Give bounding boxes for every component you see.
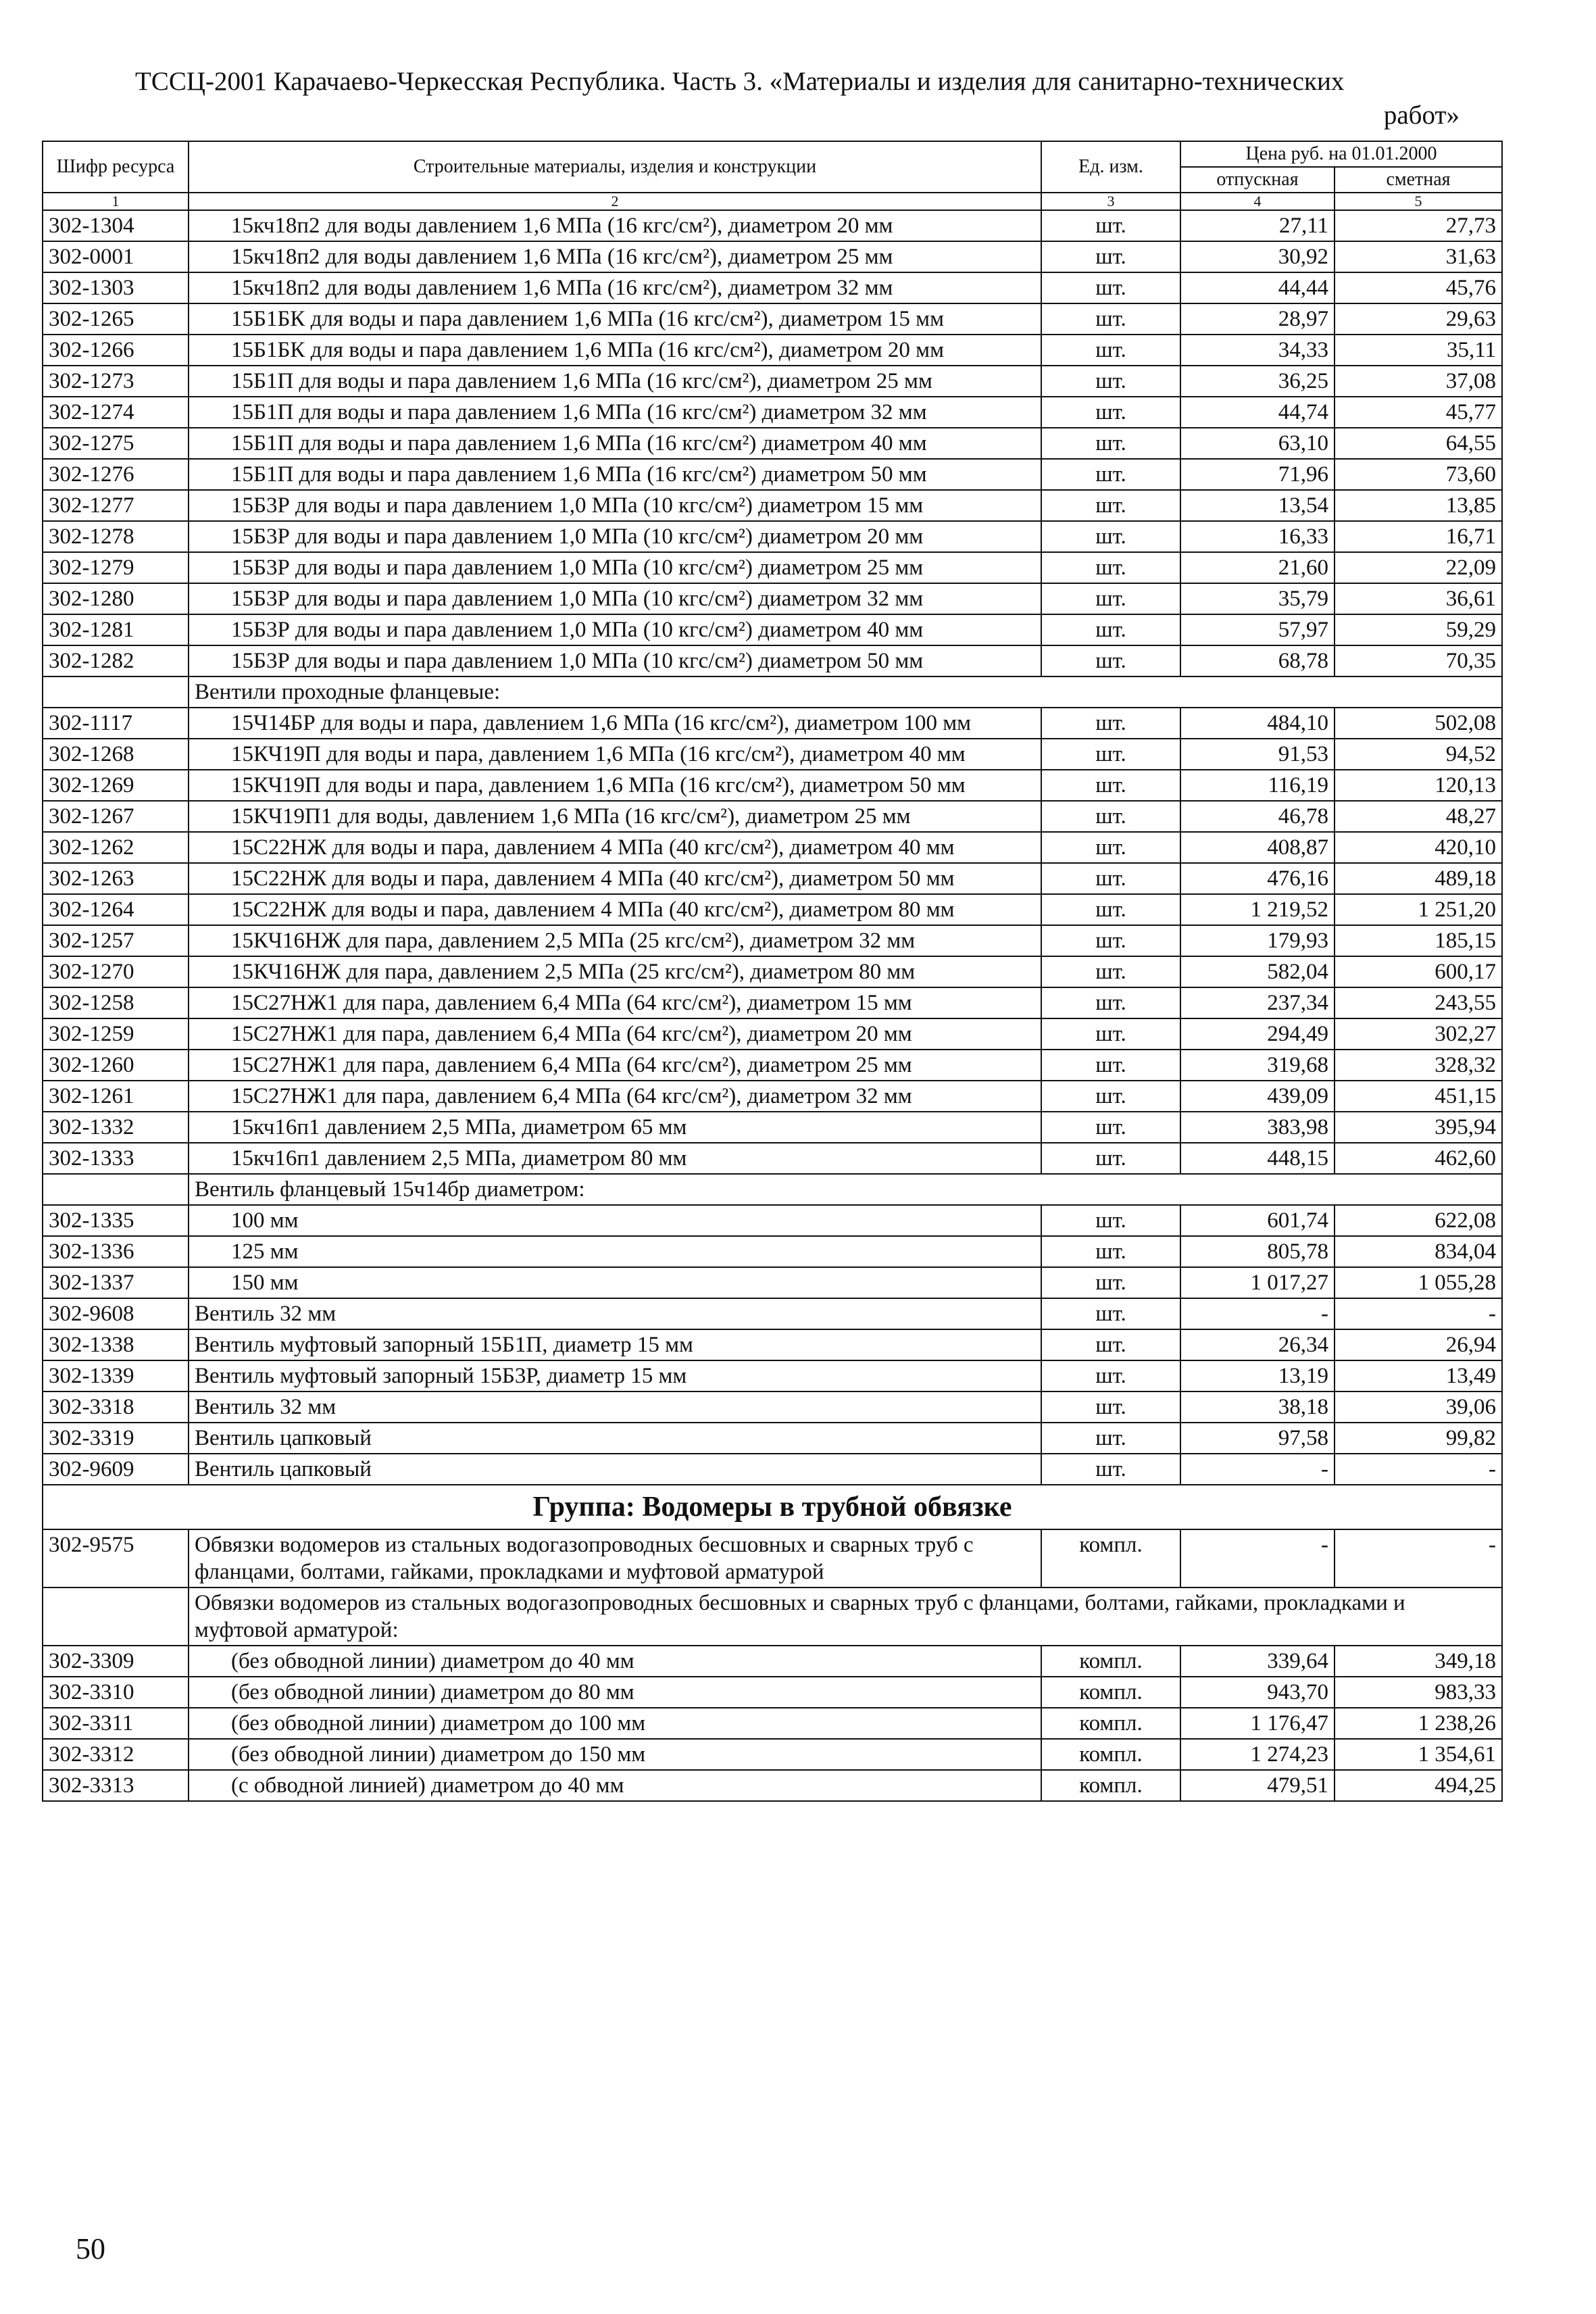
resource-code: 302-1333	[43, 1143, 189, 1174]
table-row	[43, 894, 1502, 925]
release-price: 57,97	[1180, 614, 1335, 645]
table-row	[43, 1018, 1502, 1050]
unit-cell: шт.	[1041, 1112, 1180, 1143]
material-name: (без обводной линии) диаметром до 150 мм	[189, 1739, 1041, 1770]
material-name: 15С27НЖ1 для пара, давлением 6,4 МПа (64 кгс/см²), диаметром 15 мм	[189, 987, 1041, 1018]
release-price: 479,51	[1180, 1770, 1335, 1801]
material-name: 15Ч14БР для воды и пара, давлением 1,6 МПа (16 кгс/см²), диаметром 100 мм	[189, 708, 1041, 739]
release-price: 63,10	[1180, 428, 1335, 459]
estimate-price: 70,35	[1335, 645, 1502, 676]
release-price: 21,60	[1180, 552, 1335, 583]
material-name: 150 мм	[189, 1267, 1041, 1298]
unit-cell: шт.	[1041, 272, 1180, 303]
material-name: (без обводной линии) диаметром до 100 мм	[189, 1708, 1041, 1739]
estimate-price: 622,08	[1335, 1205, 1502, 1236]
resource-code: 302-3309	[43, 1646, 189, 1677]
release-price: 484,10	[1180, 708, 1335, 739]
header-price: Цена руб. на 01.01.2000	[1180, 141, 1502, 167]
estimate-price: 462,60	[1335, 1143, 1502, 1174]
unit-cell: шт.	[1041, 1205, 1180, 1236]
estimate-price: 420,10	[1335, 832, 1502, 863]
release-price: -	[1180, 1529, 1335, 1587]
material-name: 15кч18п2 для воды давлением 1,6 МПа (16 кгс/см²), диаметром 20 мм	[189, 210, 1041, 241]
estimate-price: 1 238,26	[1335, 1708, 1502, 1739]
material-name: 15Б1П для воды и пара давлением 1,6 МПа (16 кгс/см²) диаметром 32 мм	[189, 397, 1041, 428]
material-name: 15кч16п1 давлением 2,5 МПа, диаметром 65 мм	[189, 1112, 1041, 1143]
material-name: Вентиль 32 мм	[189, 1392, 1041, 1423]
table-row	[43, 459, 1502, 490]
release-price: 28,97	[1180, 303, 1335, 335]
unit-cell: шт.	[1041, 925, 1180, 956]
estimate-price: -	[1335, 1529, 1502, 1587]
material-name: 15Б1П для воды и пара давлением 1,6 МПа (16 кгс/см²) диаметром 50 мм	[189, 459, 1041, 490]
estimate-price: 29,63	[1335, 303, 1502, 335]
resource-code: 302-3312	[43, 1739, 189, 1770]
unit-cell: шт.	[1041, 459, 1180, 490]
table-row	[43, 1739, 1502, 1770]
header-line-1: ТССЦ-2001 Карачаево-Черкесская Республика. Часть 3. «Материалы и изделия для санитарно-технических	[135, 67, 1345, 96]
release-price: 27,11	[1180, 210, 1335, 241]
table-row	[43, 1708, 1502, 1739]
group-row	[43, 1485, 1502, 1529]
estimate-price: 1 354,61	[1335, 1739, 1502, 1770]
table-row	[43, 645, 1502, 676]
resource-code: 302-0001	[43, 241, 189, 272]
resource-code: 302-1278	[43, 521, 189, 552]
table-row	[43, 1770, 1502, 1801]
column-number: 3	[1041, 193, 1180, 210]
table-row	[43, 521, 1502, 552]
header-code: Шифр ресурса	[43, 141, 189, 193]
release-price: 44,74	[1180, 397, 1335, 428]
release-price: 44,44	[1180, 272, 1335, 303]
resource-code: 302-1259	[43, 1018, 189, 1050]
unit-cell: шт.	[1041, 1454, 1180, 1485]
material-name: Вентиль муфтовый запорный 15Б1П, диаметр 15 мм	[189, 1329, 1041, 1360]
release-price: 13,19	[1180, 1360, 1335, 1392]
release-price: 16,33	[1180, 521, 1335, 552]
material-name: 15КЧ19П1 для воды, давлением 1,6 МПа (16 кгс/см²), диаметром 25 мм	[189, 801, 1041, 832]
estimate-price: 494,25	[1335, 1770, 1502, 1801]
release-price: 13,54	[1180, 490, 1335, 521]
resource-code: 302-3311	[43, 1708, 189, 1739]
material-name: 15Б3Р для воды и пара давлением 1,0 МПа (10 кгс/см²) диаметром 32 мм	[189, 583, 1041, 614]
unit-cell: шт.	[1041, 1081, 1180, 1112]
table-row	[43, 428, 1502, 459]
material-name: 15КЧ16НЖ для пара, давлением 2,5 МПа (25 кгс/см²), диаметром 80 мм	[189, 956, 1041, 987]
estimate-price: 489,18	[1335, 863, 1502, 894]
estimate-price: 37,08	[1335, 366, 1502, 397]
table-row	[43, 490, 1502, 521]
estimate-price: 22,09	[1335, 552, 1502, 583]
release-price: 319,68	[1180, 1050, 1335, 1081]
material-name: 15кч18п2 для воды давлением 1,6 МПа (16 кгс/см²), диаметром 32 мм	[189, 272, 1041, 303]
estimate-price: 45,77	[1335, 397, 1502, 428]
table-row	[43, 241, 1502, 272]
section-heading: Вентиль фланцевый 15ч14бр диаметром:	[189, 1174, 1502, 1205]
resource-code: 302-1264	[43, 894, 189, 925]
unit-cell: компл.	[1041, 1739, 1180, 1770]
table-row	[43, 832, 1502, 863]
unit-cell: шт.	[1041, 583, 1180, 614]
resource-code: 302-9609	[43, 1454, 189, 1485]
unit-cell: шт.	[1041, 1329, 1180, 1360]
estimate-price: 99,82	[1335, 1423, 1502, 1454]
resource-code: 302-1265	[43, 303, 189, 335]
resource-code: 302-1336	[43, 1236, 189, 1267]
unit-cell: шт.	[1041, 210, 1180, 241]
unit-cell: шт.	[1041, 1236, 1180, 1267]
unit-cell: шт.	[1041, 708, 1180, 739]
estimate-price: 243,55	[1335, 987, 1502, 1018]
section-row	[43, 676, 1502, 708]
page-number: 50	[76, 2232, 105, 2265]
table-row	[43, 1081, 1502, 1112]
estimate-price: 834,04	[1335, 1236, 1502, 1267]
resource-code: 302-3310	[43, 1677, 189, 1708]
material-name: 15С22НЖ для воды и пара, давлением 4 МПа (40 кгс/см²), диаметром 40 мм	[189, 832, 1041, 863]
release-price: 26,34	[1180, 1329, 1335, 1360]
material-name: 15Б1БК для воды и пара давлением 1,6 МПа (16 кгс/см²), диаметром 20 мм	[189, 335, 1041, 366]
table-row	[43, 1143, 1502, 1174]
estimate-price: 31,63	[1335, 241, 1502, 272]
unit-cell: шт.	[1041, 1423, 1180, 1454]
material-name: Обвязки водомеров из стальных водогазопроводных бесшовных и сварных труб с фланцами, болтами, гайками, прокладками и муфтовой арматурой	[189, 1529, 1041, 1587]
estimate-price: 1 055,28	[1335, 1267, 1502, 1298]
resource-code: 302-1260	[43, 1050, 189, 1081]
group-heading: Группа: Водомеры в трубной обвязке	[43, 1485, 1502, 1529]
material-name: 15кч18п2 для воды давлением 1,6 МПа (16 кгс/см²), диаметром 25 мм	[189, 241, 1041, 272]
empty-cell	[43, 1174, 189, 1205]
unit-cell: шт.	[1041, 832, 1180, 863]
estimate-price: 1 251,20	[1335, 894, 1502, 925]
header-price-estimate: сметная	[1335, 167, 1502, 193]
unit-cell: шт.	[1041, 521, 1180, 552]
table-row	[43, 583, 1502, 614]
unit-cell: шт.	[1041, 987, 1180, 1018]
column-number: 4	[1180, 193, 1335, 210]
header-name: Строительные материалы, изделия и конструкции	[189, 141, 1041, 193]
unit-cell: шт.	[1041, 241, 1180, 272]
unit-cell: шт.	[1041, 1298, 1180, 1329]
estimate-price: 64,55	[1335, 428, 1502, 459]
table-row	[43, 1677, 1502, 1708]
release-price: 339,64	[1180, 1646, 1335, 1677]
resource-code: 302-1280	[43, 583, 189, 614]
estimate-price: 45,76	[1335, 272, 1502, 303]
table-row	[43, 956, 1502, 987]
header-line-2: работ»	[1383, 101, 1460, 130]
material-name: Вентиль 32 мм	[189, 1298, 1041, 1329]
resource-code: 302-1273	[43, 366, 189, 397]
release-price: 601,74	[1180, 1205, 1335, 1236]
table-row	[43, 708, 1502, 739]
estimate-price: 94,52	[1335, 739, 1502, 770]
table-row	[43, 335, 1502, 366]
table-row	[43, 801, 1502, 832]
estimate-price: 120,13	[1335, 770, 1502, 801]
estimate-price: 35,11	[1335, 335, 1502, 366]
material-name: 15Б1П для воды и пара давлением 1,6 МПа (16 кгс/см²) диаметром 40 мм	[189, 428, 1041, 459]
resource-code: 302-1267	[43, 801, 189, 832]
resource-code: 302-1304	[43, 210, 189, 241]
resource-code: 302-1270	[43, 956, 189, 987]
table-row	[43, 1236, 1502, 1267]
release-price: 71,96	[1180, 459, 1335, 490]
table-row	[43, 987, 1502, 1018]
section-row	[43, 1174, 1502, 1205]
estimate-price: -	[1335, 1298, 1502, 1329]
estimate-price: 502,08	[1335, 708, 1502, 739]
estimate-price: 13,85	[1335, 490, 1502, 521]
release-price: 38,18	[1180, 1392, 1335, 1423]
release-price: 30,92	[1180, 241, 1335, 272]
release-price: 1 219,52	[1180, 894, 1335, 925]
table-row	[43, 1423, 1502, 1454]
unit-cell: шт.	[1041, 614, 1180, 645]
estimate-price: 73,60	[1335, 459, 1502, 490]
estimate-price: 59,29	[1335, 614, 1502, 645]
release-price: 805,78	[1180, 1236, 1335, 1267]
material-name: Вентиль муфтовый запорный 15Б3Р, диаметр 15 мм	[189, 1360, 1041, 1392]
estimate-price: 36,61	[1335, 583, 1502, 614]
unit-cell: шт.	[1041, 801, 1180, 832]
unit-cell: компл.	[1041, 1770, 1180, 1801]
material-name: 15Б1П для воды и пара давлением 1,6 МПа (16 кгс/см²), диаметром 25 мм	[189, 366, 1041, 397]
resource-code: 302-3318	[43, 1392, 189, 1423]
column-number: 2	[189, 193, 1041, 210]
material-name: Вентиль цапковый	[189, 1423, 1041, 1454]
table-row	[43, 770, 1502, 801]
table-row	[43, 210, 1502, 241]
table-row	[43, 1454, 1502, 1485]
material-name: 15Б3Р для воды и пара давлением 1,0 МПа (10 кгс/см²) диаметром 40 мм	[189, 614, 1041, 645]
unit-cell: шт.	[1041, 1050, 1180, 1081]
material-name: 15Б1БК для воды и пара давлением 1,6 МПа (16 кгс/см²), диаметром 15 мм	[189, 303, 1041, 335]
resource-code: 302-1332	[43, 1112, 189, 1143]
unit-cell: шт.	[1041, 1360, 1180, 1392]
material-name: 15кч16п1 давлением 2,5 МПа, диаметром 80 мм	[189, 1143, 1041, 1174]
release-price: 97,58	[1180, 1423, 1335, 1454]
estimate-price: 16,71	[1335, 521, 1502, 552]
unit-cell: шт.	[1041, 490, 1180, 521]
header-price-release: отпускная	[1180, 167, 1335, 193]
table-row	[43, 397, 1502, 428]
resource-code: 302-1268	[43, 739, 189, 770]
unit-cell: шт.	[1041, 1267, 1180, 1298]
release-price: 943,70	[1180, 1677, 1335, 1708]
header-unit: Ед. изм.	[1041, 141, 1180, 193]
estimate-price: 600,17	[1335, 956, 1502, 987]
table-row	[43, 1360, 1502, 1392]
material-name: 100 мм	[189, 1205, 1041, 1236]
release-price: 294,49	[1180, 1018, 1335, 1050]
table-row	[43, 1392, 1502, 1423]
estimate-price: -	[1335, 1454, 1502, 1485]
release-price: 582,04	[1180, 956, 1335, 987]
column-number: 1	[43, 193, 189, 210]
unit-cell: компл.	[1041, 1677, 1180, 1708]
table-row	[43, 739, 1502, 770]
release-price: 383,98	[1180, 1112, 1335, 1143]
estimate-price: 451,15	[1335, 1081, 1502, 1112]
table-row	[43, 366, 1502, 397]
resource-code: 302-1257	[43, 925, 189, 956]
table-row	[43, 1329, 1502, 1360]
unit-cell: шт.	[1041, 552, 1180, 583]
note-text: Обвязки водомеров из стальных водогазопроводных бесшовных и сварных труб с фланцами, болтами, гайками, прокладками и муфтовой арматурой:	[189, 1587, 1502, 1646]
unit-cell: шт.	[1041, 428, 1180, 459]
price-table	[42, 141, 1503, 1802]
empty-cell	[43, 1587, 189, 1646]
unit-cell: шт.	[1041, 303, 1180, 335]
resource-code: 302-1303	[43, 272, 189, 303]
material-name: 15КЧ19П для воды и пара, давлением 1,6 МПа (16 кгс/см²), диаметром 50 мм	[189, 770, 1041, 801]
table-row	[43, 1529, 1502, 1587]
material-name: 15С27НЖ1 для пара, давлением 6,4 МПа (64 кгс/см²), диаметром 32 мм	[189, 1081, 1041, 1112]
unit-cell: шт.	[1041, 1143, 1180, 1174]
estimate-price: 39,06	[1335, 1392, 1502, 1423]
resource-code: 302-9608	[43, 1298, 189, 1329]
release-price: 1 274,23	[1180, 1739, 1335, 1770]
table-row	[43, 272, 1502, 303]
table-row	[43, 303, 1502, 335]
resource-code: 302-1266	[43, 335, 189, 366]
release-price: 448,15	[1180, 1143, 1335, 1174]
table-row	[43, 1646, 1502, 1677]
release-price: 1 176,47	[1180, 1708, 1335, 1739]
material-name: 15Б3Р для воды и пара давлением 1,0 МПа (10 кгс/см²) диаметром 20 мм	[189, 521, 1041, 552]
page-header	[135, 65, 1460, 132]
estimate-price: 302,27	[1335, 1018, 1502, 1050]
material-name: 15С27НЖ1 для пара, давлением 6,4 МПа (64 кгс/см²), диаметром 25 мм	[189, 1050, 1041, 1081]
material-name: 15С22НЖ для воды и пара, давлением 4 МПа (40 кгс/см²), диаметром 50 мм	[189, 863, 1041, 894]
release-price: -	[1180, 1454, 1335, 1485]
unit-cell: компл.	[1041, 1708, 1180, 1739]
resource-code: 302-1277	[43, 490, 189, 521]
release-price: 91,53	[1180, 739, 1335, 770]
unit-cell: шт.	[1041, 894, 1180, 925]
resource-code: 302-3319	[43, 1423, 189, 1454]
estimate-price: 349,18	[1335, 1646, 1502, 1677]
resource-code: 302-3313	[43, 1770, 189, 1801]
resource-code: 302-1258	[43, 987, 189, 1018]
unit-cell: шт.	[1041, 366, 1180, 397]
unit-cell: шт.	[1041, 1018, 1180, 1050]
resource-code: 302-1117	[43, 708, 189, 739]
release-price: 35,79	[1180, 583, 1335, 614]
release-price: -	[1180, 1298, 1335, 1329]
estimate-price: 328,32	[1335, 1050, 1502, 1081]
material-name: 15Б3Р для воды и пара давлением 1,0 МПа (10 кгс/см²) диаметром 50 мм	[189, 645, 1041, 676]
column-number: 5	[1335, 193, 1502, 210]
resource-code: 302-1281	[43, 614, 189, 645]
release-price: 36,25	[1180, 366, 1335, 397]
material-name: (без обводной линии) диаметром до 40 мм	[189, 1646, 1041, 1677]
table-row	[43, 552, 1502, 583]
resource-code: 302-1263	[43, 863, 189, 894]
unit-cell: шт.	[1041, 863, 1180, 894]
table-row	[43, 1112, 1502, 1143]
estimate-price: 983,33	[1335, 1677, 1502, 1708]
estimate-price: 48,27	[1335, 801, 1502, 832]
unit-cell: компл.	[1041, 1646, 1180, 1677]
material-name: 15КЧ16НЖ для пара, давлением 2,5 МПа (25 кгс/см²), диаметром 32 мм	[189, 925, 1041, 956]
estimate-price: 27,73	[1335, 210, 1502, 241]
unit-cell: шт.	[1041, 335, 1180, 366]
resource-code: 302-1335	[43, 1205, 189, 1236]
resource-code: 302-1262	[43, 832, 189, 863]
release-price: 1 017,27	[1180, 1267, 1335, 1298]
estimate-price: 26,94	[1335, 1329, 1502, 1360]
section-heading: Вентили проходные фланцевые:	[189, 676, 1502, 708]
resource-code: 302-1279	[43, 552, 189, 583]
table-body	[43, 210, 1502, 1801]
table-row	[43, 1267, 1502, 1298]
resource-code: 302-1275	[43, 428, 189, 459]
resource-code: 302-1261	[43, 1081, 189, 1112]
empty-cell	[43, 676, 189, 708]
material-name: 15Б3Р для воды и пара давлением 1,0 МПа (10 кгс/см²) диаметром 15 мм	[189, 490, 1041, 521]
estimate-price: 185,15	[1335, 925, 1502, 956]
material-name: 125 мм	[189, 1236, 1041, 1267]
material-name: 15Б3Р для воды и пара давлением 1,0 МПа (10 кгс/см²) диаметром 25 мм	[189, 552, 1041, 583]
resource-code: 302-1339	[43, 1360, 189, 1392]
release-price: 116,19	[1180, 770, 1335, 801]
material-name: Вентиль цапковый	[189, 1454, 1041, 1485]
release-price: 408,87	[1180, 832, 1335, 863]
unit-cell: шт.	[1041, 645, 1180, 676]
unit-cell: шт.	[1041, 770, 1180, 801]
estimate-price: 13,49	[1335, 1360, 1502, 1392]
estimate-price: 395,94	[1335, 1112, 1502, 1143]
release-price: 179,93	[1180, 925, 1335, 956]
material-name: 15С27НЖ1 для пара, давлением 6,4 МПа (64 кгс/см²), диаметром 20 мм	[189, 1018, 1041, 1050]
table-row	[43, 614, 1502, 645]
release-price: 46,78	[1180, 801, 1335, 832]
release-price: 439,09	[1180, 1081, 1335, 1112]
resource-code: 302-1282	[43, 645, 189, 676]
unit-cell: шт.	[1041, 956, 1180, 987]
release-price: 237,34	[1180, 987, 1335, 1018]
release-price: 476,16	[1180, 863, 1335, 894]
release-price: 34,33	[1180, 335, 1335, 366]
release-price: 68,78	[1180, 645, 1335, 676]
resource-code: 302-1338	[43, 1329, 189, 1360]
unit-cell: компл.	[1041, 1529, 1180, 1587]
note-row	[43, 1587, 1502, 1646]
resource-code: 302-1337	[43, 1267, 189, 1298]
resource-code: 302-1274	[43, 397, 189, 428]
material-name: 15С22НЖ для воды и пара, давлением 4 МПа (40 кгс/см²), диаметром 80 мм	[189, 894, 1041, 925]
resource-code: 302-9575	[43, 1529, 189, 1587]
material-name: (без обводной линии) диаметром до 80 мм	[189, 1677, 1041, 1708]
resource-code: 302-1276	[43, 459, 189, 490]
table-row	[43, 1298, 1502, 1329]
table-row	[43, 1205, 1502, 1236]
unit-cell: шт.	[1041, 739, 1180, 770]
material-name: 15КЧ19П для воды и пара, давлением 1,6 МПа (16 кгс/см²), диаметром 40 мм	[189, 739, 1041, 770]
material-name: (с обводной линией) диаметром до 40 мм	[189, 1770, 1041, 1801]
table-row	[43, 863, 1502, 894]
table-row	[43, 1050, 1502, 1081]
resource-code: 302-1269	[43, 770, 189, 801]
unit-cell: шт.	[1041, 397, 1180, 428]
table-row	[43, 925, 1502, 956]
unit-cell: шт.	[1041, 1392, 1180, 1423]
